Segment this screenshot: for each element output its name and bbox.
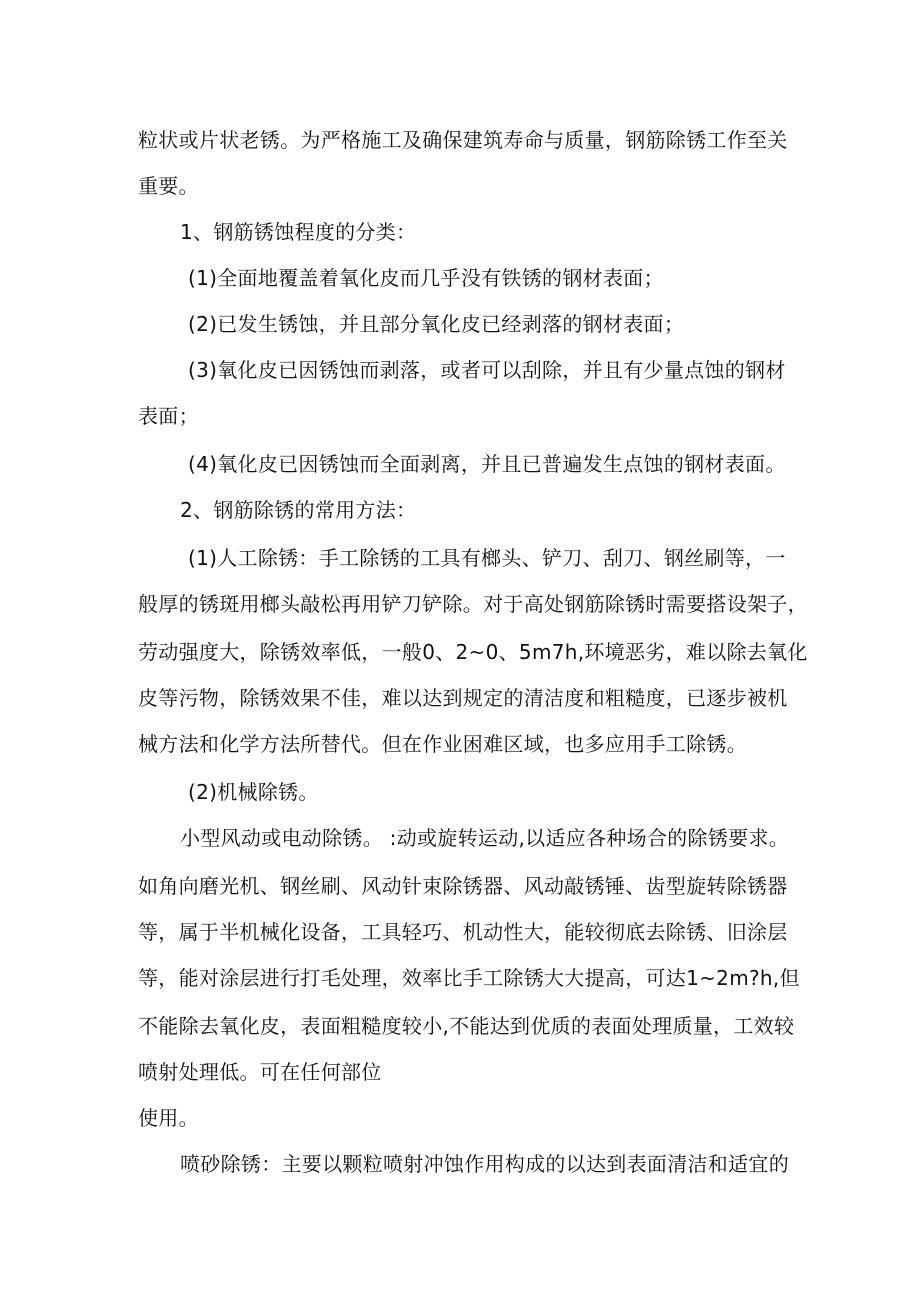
section-heading: 2、钢筋除锈的常用方法： [180,498,417,522]
paragraph-line: 等，能对涂层进行打毛处理，效率比手工除锈大大提高，可达1~2m?h,但 [138,966,800,990]
list-item: (2)机械除锈。 [188,780,319,804]
paragraph-line: 皮等污物，除锈效果不佳，难以达到规定的清洁度和粗糙度，已逐步被机 [138,686,788,710]
paragraph-line: 械方法和化学方法所替代。但在作业困难区域，也多应用手工除锈。 [138,732,747,756]
paragraph-line: 如角向磨光机、钢丝刷、风动针束除锈器、风动敲锈锤、齿型旋转除锈器 [138,874,788,898]
paragraph-line: 劳动强度大，除锈效率低，一般0、2~0、5m7h,环境恶劣，难以除去氧化 [138,640,808,664]
paragraph-line: 喷射处理低。可在任何部位 [138,1060,382,1084]
paragraph-line: 般厚的锈斑用榔头敲松再用铲刀铲除。对于高处钢筋除锈时需要搭设架子， [138,592,808,616]
paragraph-line: 喷砂除锈：主要以颗粒喷射冲蚀作用构成的以达到表面清洁和适宜的 [180,1152,789,1176]
section-heading: 1、钢筋锈蚀程度的分类： [180,220,417,244]
list-item: (4)氧化皮已因锈蚀而全面剥离，并且已普遍发生点蚀的钢材表面。 [188,452,786,476]
paragraph-line: 重要。 [138,174,199,198]
list-item: (1)人工除锈：手工除锈的工具有榔头、铲刀、刮刀、钢丝刷等，一 [188,546,786,570]
paragraph-line: 不能除去氧化皮，表面粗糙度较小,不能达到优质的表面处理质量，工效较 [138,1014,795,1038]
list-item: (1)全面地覆盖着氧化皮而几乎没有铁锈的钢材表面； [188,266,664,290]
list-item: (3)氧化皮已因锈蚀而剥落，或者可以刮除，并且有少量点蚀的钢材 [188,358,786,382]
paragraph-line: 等，属于半机械化设备，工具轻巧、机动性大，能较彻底去除锈、旧涂层 [138,920,788,944]
paragraph-line: 粒状或片状老锈。为严格施工及确保建筑寿命与质量，钢筋除锈工作至关 [138,128,788,152]
paragraph-line: 使用。 [138,1106,199,1130]
list-item: (2)已发生锈蚀，并且部分氧化皮已经剥落的钢材表面； [188,312,685,336]
list-item-continuation: 表面； [138,404,199,428]
paragraph-line: 小型风动或电动除锈。 :动或旋转运动,以适应各种场合的除锈要求。 [180,826,790,850]
